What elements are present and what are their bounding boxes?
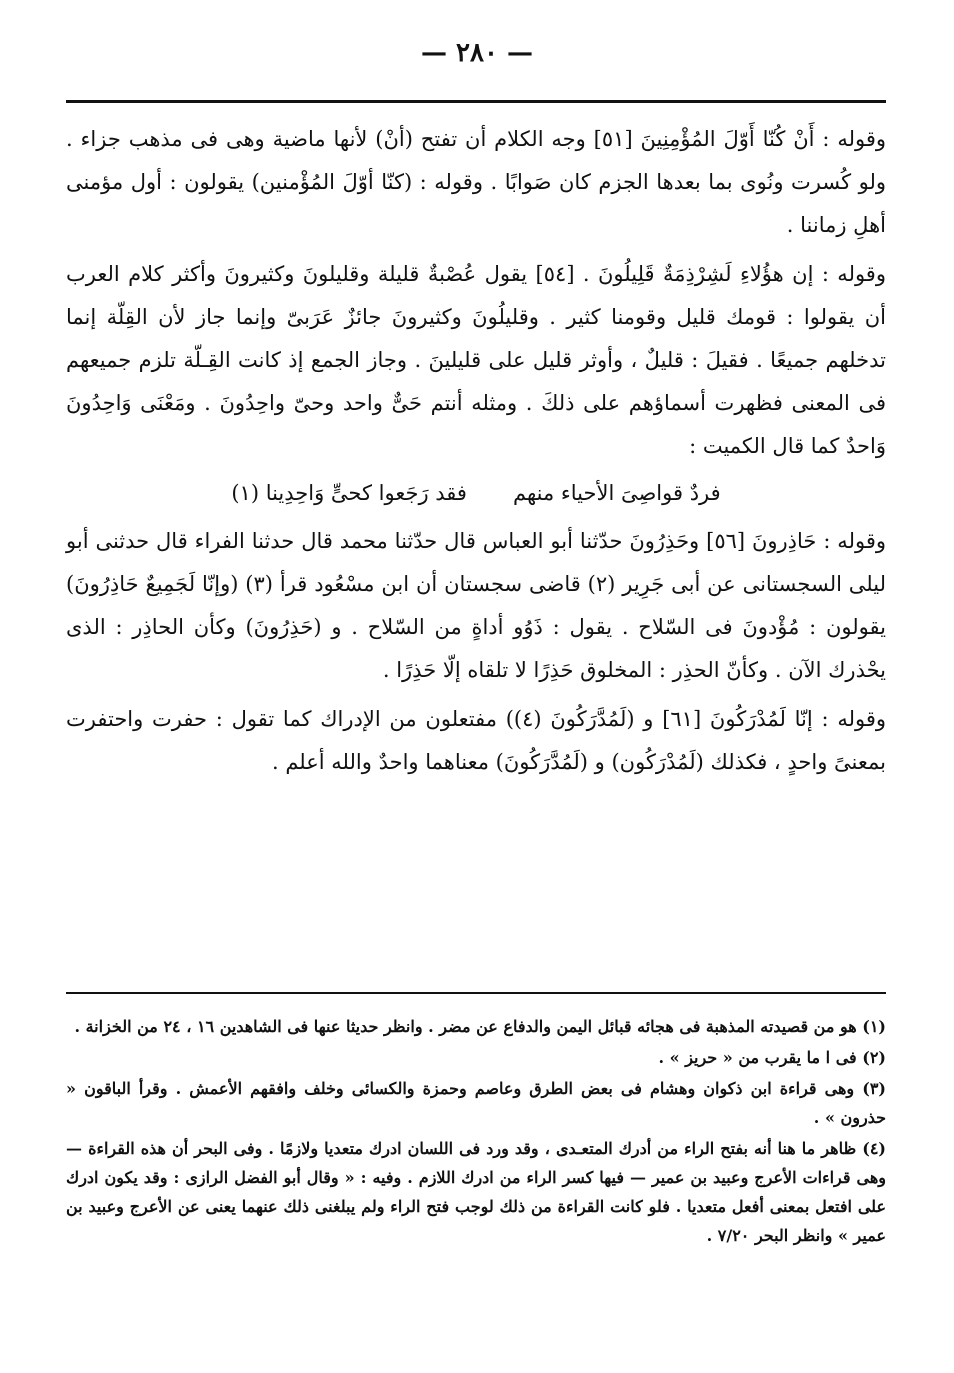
- poetry-verse: [66, 470, 886, 516]
- footnote: (٣) وهى قراءة ابن ذكوان وهشام فى بعض الطرق وعاصم وحمزة والكسائى وخلف وافقهم الأعمش . وقرأ الباقون « حذرون » .: [66, 1079, 886, 1127]
- paragraph: وقوله : إن هؤُلاءِ لَشِرْذِمَةٌ قَلِيلُونَ . [٥٤] يقول عُصْبةٌ قليلة وقليلونَ وكثيرونَ وأكثر كلام العرب أن يقولوا : قومك قليل وقومنا كثير . وقليلُونَ وكثيرونَ جائزٌ عَرَبىّ وإنما جاز لأن القِلّة إنما تدخلهم جميعًا . فقيلَ : قليلٌ ، وأوثر قليل على قليلينَ . وجاز الجمع إذ كانت القِـلّة تلزم جميعهم فى المعنى فظهرت أسماؤهم على ذلكَ . ومثله أنتم حَىٌّ واحد وحىّ واحِدُونَ . ومَعْنَى وَاحِدُونَ وَاحدٌ كما قال الكميت :: [66, 262, 886, 458]
- footnote-separator: [66, 992, 886, 994]
- footnote: (١) هو من قصيدته المذهبة فى هجائه قبائل اليمن والدفاع عن مضر . وانظر حديثا عنها فى الشاهدين ١٦ ، ٢٤ من الخزانة .: [74, 1017, 886, 1036]
- paragraph: وقوله : حَاذِرونَ [٥٦] وحَذِرُونَ حدّثنا أبو العباس قال حدّثنا محمد قال حدثنا الفراء قال حدثنى أبو ليلى السجستانى عن أبى جَرِير (٢) قاضى سجستان أن ابن مسْعُود قرأ (٣) (وإنّا لَجَمِيعٌ حَاذِرُونَ) يقولون : مُؤْدونَ فى السّلاح . يقول : ذَوُو أداةٍ من السّلاح . و (حَذِرُونَ) وكأن الحاذِر : الذى يحْذرك الآن . وكأنّ الحذِر : المخلوق حَذِرًا لا تلقاه إلّا حَذِرًا .: [66, 529, 886, 682]
- verse-first-hemistich: فردٌ قواصِىَ الأحياء منهم: [512, 481, 721, 505]
- footnote: (٢) فى ا ما يقرب من « حريز » .: [658, 1048, 886, 1067]
- paragraph: وقوله : أَنْ كُنّا أَوّلَ المُؤْمِنِينَ [٥١] وجه الكلام أن تفتح (أنْ) لأنها ماضية وهى فى مذهب جزاء . ولو كُسرت ونُوى بما بعدها الجزم كان صَوابًا . وقوله : (كنّا أوّلَ المُؤْمنين) يقولون : أول مؤمنى أهلِ زماننا .: [66, 127, 887, 237]
- verse-second-hemistich: فقد رَجَعوا كحىٍّ وَاحِدِينا (١): [231, 481, 467, 505]
- page-number: — ٢٨٠ —: [420, 38, 534, 68]
- footnote: (٤) ظاهر ما هنا أنه بفتح الراء من أدرك المتعـدى ، وقد ورد فى اللسان ادرك متعديا ولازمًا . وفى البحر أن هذه القراءة — وهى قراءات الأعرج وعبيد بن عمير — فيها كسر الراء من ادرك اللازم . وفيه : « وقال أبو الفضل الرازى : وقد يكون ادرك على افتعل بمعنى أفعل متعديا . فلو كانت القراءة من ذلك لوجب فتح الراء ولم يبلغنى ذلك عنهما يعنى عن الأعرج وعبيد بن عمير » وانظر البحر ٧/٢٠ .: [66, 1139, 886, 1245]
- main-text: [66, 118, 886, 784]
- paragraph: وقوله : إنّا لَمُدْرَكُونَ [٦١] و (لَمُدَّرَكُونَ (٤)) مفتعلون من الإدراك كما تقول : حفرت واحتفرت بمعنىً واحدٍ ، فكذلك (لَمُدْرَكُون) و (لَمُدَّرَكُونَ) معناهما واحدٌ والله أعلم .: [66, 707, 887, 774]
- footnotes: [66, 1012, 886, 1252]
- header-rule: [66, 100, 886, 103]
